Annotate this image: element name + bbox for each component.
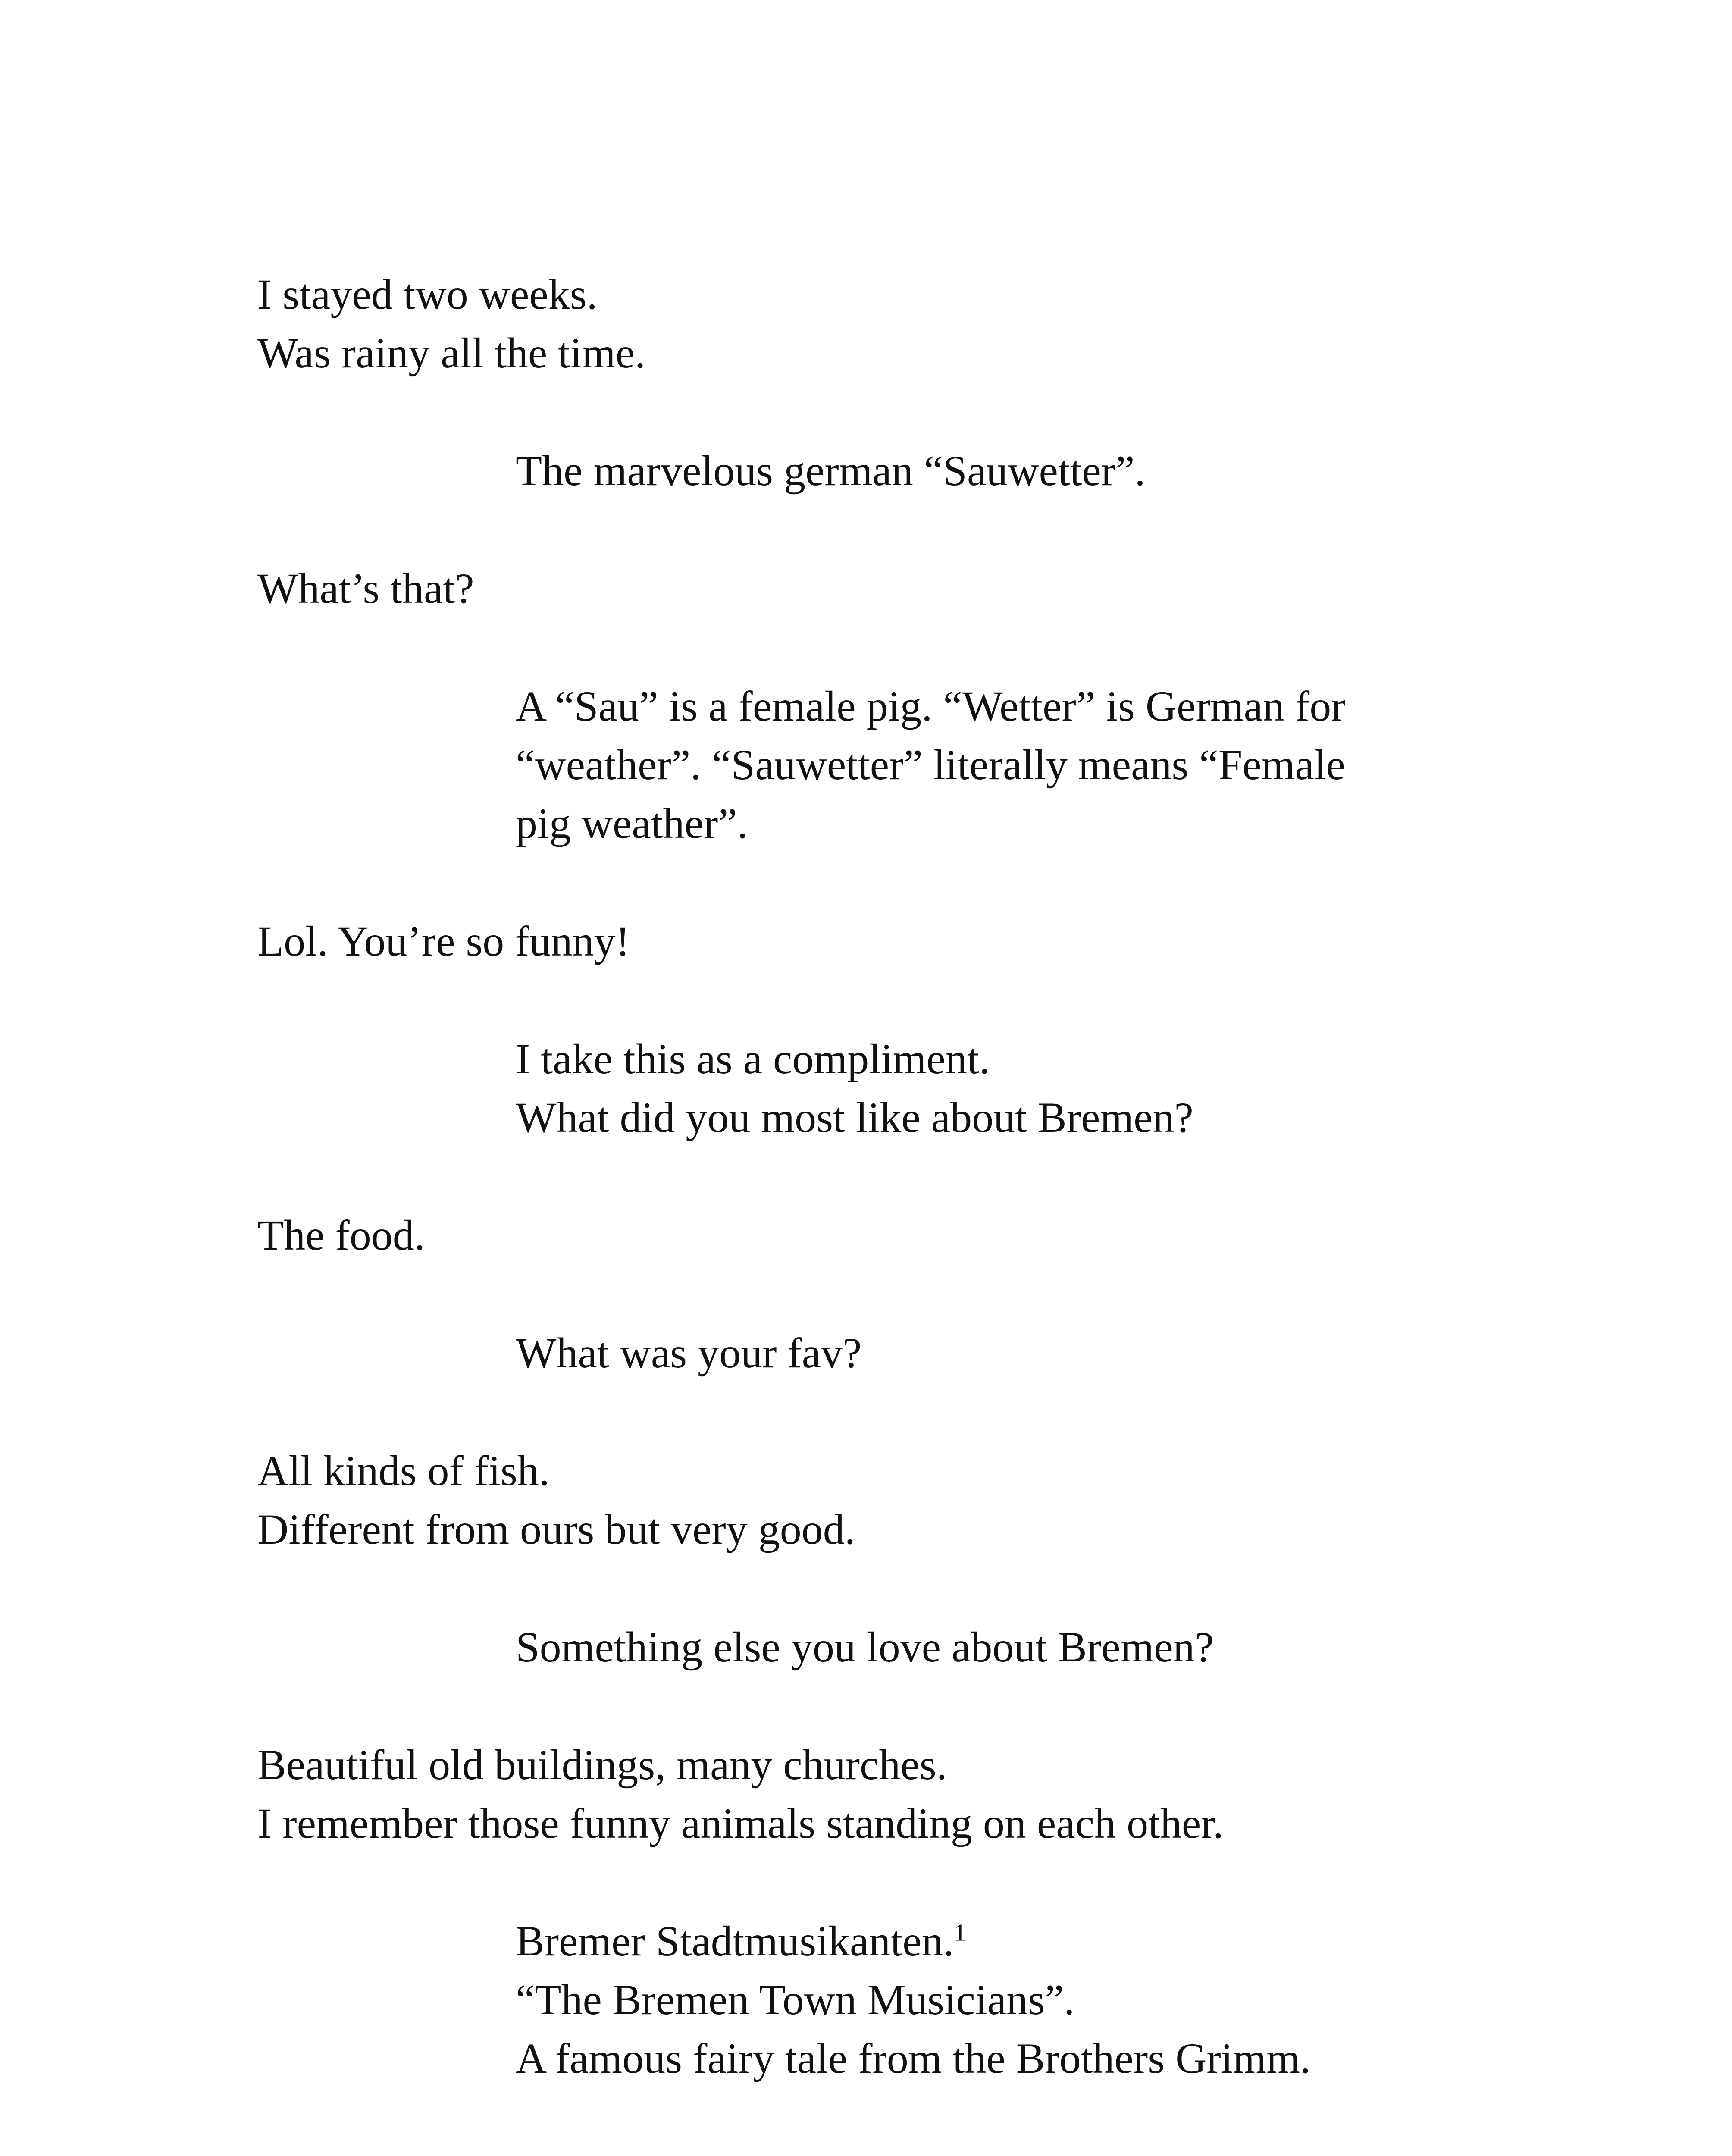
dialogue-line: I stayed two weeks. <box>257 270 598 318</box>
dialogue-line: The food. <box>257 1211 425 1259</box>
dialogue-reply <box>516 1912 966 1971</box>
dialogue-line: What’s that? <box>257 564 474 612</box>
dialogue-line: Was rainy all the time. <box>257 329 645 377</box>
dialogue-reply: The marvelous german “Sauwetter”. <box>516 447 1146 495</box>
reply-text: Bremer Stadtmusikanten. <box>516 1917 954 1965</box>
dialogue-reply: “weather”. “Sauwetter” literally means “Female <box>516 741 1346 789</box>
dialogue-reply: What was your fav? <box>516 1329 862 1377</box>
dialogue-reply: A “Sau” is a female pig. “Wetter” is German for <box>516 682 1346 730</box>
dialogue-line: All kinds of fish. <box>257 1447 550 1495</box>
dialogue-reply: I take this as a compliment. <box>516 1035 990 1083</box>
dialogue-reply: What did you most like about Bremen? <box>516 1094 1193 1141</box>
dialogue-line: Lol. You’re so funny! <box>257 917 630 965</box>
dialogue-line: Different from ours but very good. <box>257 1505 855 1553</box>
dialogue-line: Beautiful old buildings, many churches. <box>257 1741 947 1789</box>
dialogue-line: I remember those funny animals standing on each other. <box>257 1799 1224 1847</box>
dialogue-reply: Something else you love about Bremen? <box>516 1623 1214 1671</box>
dialogue-reply: A famous fairy tale from the Brothers Grimm. <box>516 2034 1311 2082</box>
footnote-reference[interactable]: 1 <box>954 1919 966 1946</box>
dialogue-reply: “The Bremen Town Musicians”. <box>516 1976 1075 2024</box>
dialogue-reply: pig weather”. <box>516 799 748 847</box>
